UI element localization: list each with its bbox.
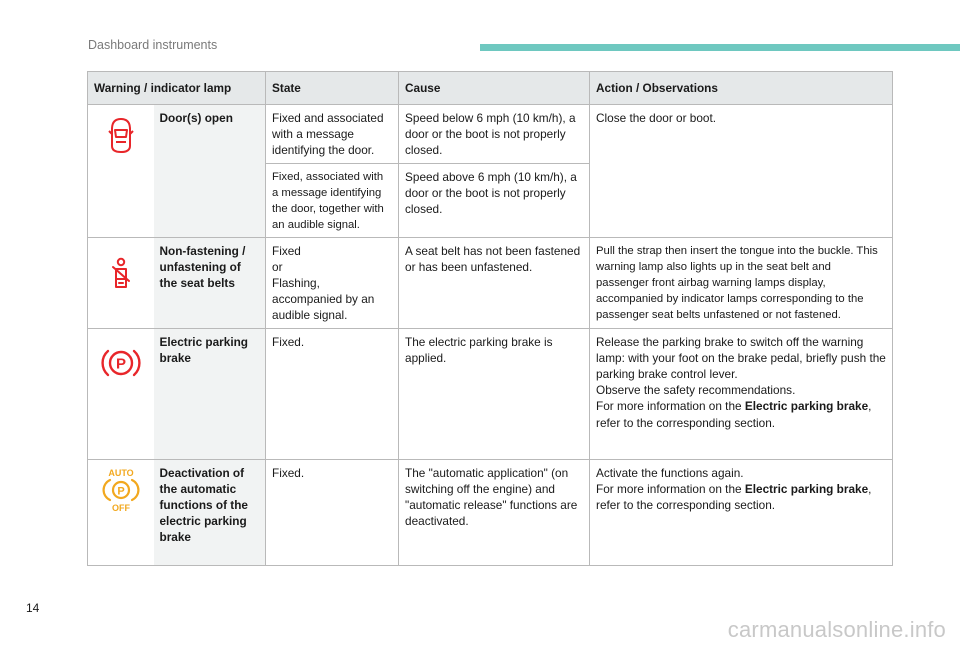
- door-action: Close the door or boot.: [590, 105, 893, 238]
- table-row: [88, 459, 893, 565]
- section-title: Dashboard instruments: [88, 38, 218, 52]
- parking-icon-cell: [88, 328, 154, 459]
- table-row: [88, 328, 893, 459]
- auto-action-more-suffix: , refer to the corresponding section.: [596, 481, 872, 513]
- door-state-1: Fixed and associated with a message identifying the door.: [266, 105, 399, 164]
- parking-brake-icon-letter: P: [115, 355, 126, 373]
- parking-action: [590, 328, 893, 459]
- door-cause-1: Speed below 6 mph (10 km/h), a door or the boot is not properly closed.: [399, 105, 590, 164]
- auto-icon-bottom-text: OFF: [111, 502, 130, 513]
- parking-action-more-prefix: For more information on the: [596, 399, 745, 414]
- auto-action: [590, 459, 893, 565]
- auto-action-line: Activate the functions again.: [596, 465, 744, 480]
- seatbelt-state-fixed: Fixed: [272, 243, 301, 258]
- header-accent-bar: [480, 44, 960, 51]
- header-state: State: [266, 72, 399, 105]
- door-cause-2: Speed above 6 mph (10 km/h), a door or the boot is not properly closed.: [399, 163, 590, 237]
- auto-action-more-bold: Electric parking brake: [744, 481, 869, 496]
- header-cause: Cause: [399, 72, 590, 105]
- auto-action-more-prefix: For more information on the: [596, 481, 745, 496]
- parking-state: Fixed.: [266, 328, 399, 459]
- parking-action-more-suffix: , refer to the corresponding section.: [596, 399, 872, 430]
- auto-name-cell: Deactivation of the automatic functions of the electric parking brake: [154, 459, 266, 565]
- seatbelt-state-flashing: Flashing, accompanied by an audible signal.: [272, 276, 375, 323]
- seatbelt-icon-cell: [88, 237, 154, 328]
- warning-lamps-table: [87, 71, 893, 566]
- parking-name-cell: Electric parking brake: [154, 328, 266, 459]
- door-icon-cell: [88, 105, 154, 238]
- header-action: Action / Observations: [590, 72, 893, 105]
- parking-action-line-1: Release the parking brake to switch off the warning lamp: with your foot on the brake pedal, briefly push the parking brake control lever.: [596, 334, 886, 382]
- auto-state: Fixed.: [266, 459, 399, 565]
- auto-icon-top-text: AUTO: [108, 467, 134, 478]
- door-state-2: Fixed, associated with a message identifying the door, together with an audible signal.: [266, 163, 399, 237]
- auto-cause: The "automatic application" (on switching off the engine) and "automatic release" functions are deactivated.: [399, 459, 590, 565]
- seatbelt-state-or: or: [272, 259, 283, 274]
- auto-icon-cell: [88, 459, 154, 565]
- seatbelt-name-cell: Non-fastening / unfastening of the seat belts: [154, 237, 266, 328]
- parking-action-line-2: Observe the safety recommendations.: [596, 383, 796, 398]
- seatbelt-cause: A seat belt has not been fastened or has been unfastened.: [399, 237, 590, 328]
- seatbelt-action: Pull the strap then insert the tongue into the buckle. This warning lamp also lights up in the seat belt and passenger front airbag warning lamps display, accompanied by indicator lamps corresponding to the passenger seat belts unfastened or not fastened.: [590, 237, 893, 328]
- header-warning-lamp: Warning / indicator lamp: [88, 72, 266, 105]
- seatbelt-state: [266, 237, 399, 328]
- seatbelt-icon: [108, 257, 134, 293]
- door-open-icon: [106, 116, 136, 158]
- table-row: [88, 237, 893, 328]
- auto-icon-letter: P: [117, 485, 125, 498]
- auto-action-more: [596, 481, 886, 513]
- auto-parking-off-icon: [101, 467, 141, 517]
- parking-action-more-bold: Electric parking brake: [744, 399, 869, 414]
- parking-cause: The electric parking brake is applied.: [399, 328, 590, 459]
- watermark: carmanualsonline.info: [727, 617, 946, 642]
- parking-action-more: [596, 398, 886, 430]
- table-header-row: [88, 72, 893, 105]
- parking-brake-icon: [101, 346, 141, 384]
- page-number: 14: [26, 601, 40, 615]
- door-name-cell: Door(s) open: [154, 105, 266, 238]
- table-row: [88, 105, 893, 164]
